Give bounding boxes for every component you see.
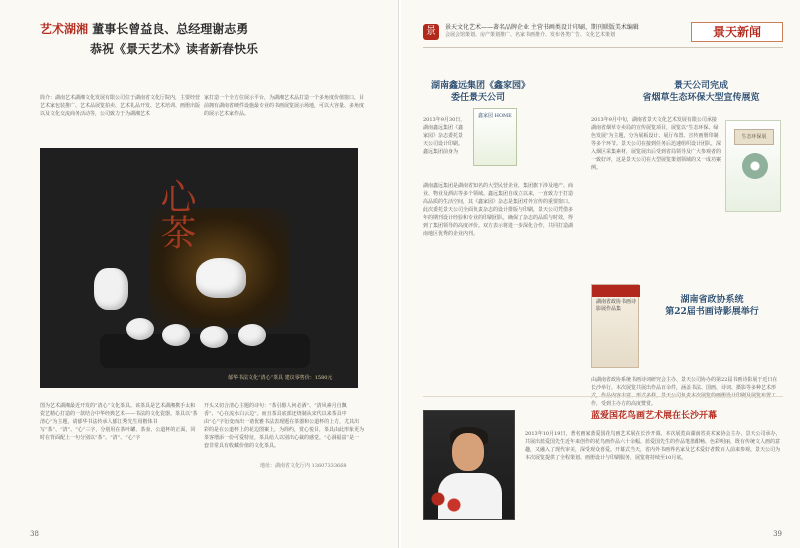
story1-text-top: 2013年9月30日，湖南鑫远集团《鑫家园》杂志委托景天公司设计印刷。鑫远集团前身为 [423, 117, 466, 155]
contact-info: 地址：湖南省文化厅内 13607333668 [260, 463, 347, 469]
magazine-cover [473, 108, 517, 166]
magazine-title: 鑫家园 HOME [478, 113, 512, 119]
story1-title-line1: 湖南鑫远集团《鑫家园》 [431, 81, 531, 91]
story4-title-text: 蓝爱国花鸟画艺术展在长沙开幕 [590, 411, 717, 421]
tea-pitcher [94, 268, 128, 310]
story4-text: 2013年10月19日，著名画家蓝爱国花鸟画艺术展在长沙开幕。本次展览由湖南省美术家协会主办，景天公司承办，共展出蓝爱国先生近年来创作的花鸟画作品六十余幅。蓝爱国先生的作品笔墨酣畅、色彩明丽，既有传统文人画的意趣，又融入了现代审美，深受观众喜爱。开幕式当天，省内外书画界名家及艺术爱好者数百人前来参观。景天公司为本次展览提供了全程策划、画册设计与印刷服务，展览将持续至10月底。 [525, 431, 781, 461]
story3-text: 由湖南省政协系统书画诗词研究会主办、景天公司协办的第22届书画诗影展于近日在长沙举行。本次展览共展出作品百余件，涵盖书法、国画、诗词、摄影等多种艺术形 作，受到主办方的高度赞赏。 [591, 377, 778, 407]
body-column-2: 开头又切合清心主题的诗句：“茶引醇人何必酒”、“清风素月自飘香”、“心在流水白云边”。而且茶具底部还烧制从宋代以来茶具中由“心”字衍变而出一诸优雅书法表现题在茶器和公道杯的上方，尤其出彩的是在公道杯上的花边图案上，为简约，赏心悦目，茶具由此形象更为茶客增添一份可爱特征，茶具给人以别出心裁的感觉。“心洞福富”是一套非常具有收藏价值的文化茶具。 [204, 403, 365, 449]
story1-title [431, 80, 530, 104]
story-lan-aiguo [423, 410, 783, 520]
brochure-disc [742, 153, 768, 179]
brand-name: 艺术湖湘 [40, 22, 89, 36]
teapot [196, 258, 246, 298]
body-column-1: 图为艺术湖湘最近开发的“清心”文化茶具。该茶具是艺术湖湘携手太和瓷艺精心打造的一款结合中华经典艺术——书法的文化瓷器。茶具以“茶清心”为主题，请郁华书法传承人郁江秀先生用楷体书写“茶”、“清”、“心”三字，分别用在茶叶罐、茶壶、公道杯的正面，同时在背面配上一句分别以“茶”、“清”、“心”字 [40, 403, 198, 441]
tea-cup [200, 326, 228, 348]
intro-column-1: 简介：湖南艺术湖湘文化发展有限公司位于湖南省文化厅院内，主要经营艺术家包装推广、艺术品展览拍卖、艺术礼品开发、艺术培训、画册出版以及文化交流商务活动等，公司致力于为湖湘艺术 [40, 95, 201, 117]
tea-cup [238, 324, 266, 346]
section-header [423, 22, 783, 48]
section-divider [423, 396, 783, 397]
story-tobacco-exhibition [591, 72, 781, 272]
photo-caption: 郁华书法文化“清心”茶具 建议零售价：1580元 [228, 375, 333, 381]
calligraphy-art: 心茶 [155, 178, 196, 250]
story2-title [623, 80, 779, 104]
story2-title-line2: 省烟草生态环保大型宣传展览 [642, 93, 760, 103]
headline-line1-rest: 董事长曾益良、总经理谢志勇 [92, 22, 249, 36]
story3-title-line2: 第22届书画诗影展举行 [665, 307, 759, 317]
tea-set-photo [40, 148, 358, 388]
story1-text-body: 湖南鑫远集团是湖南省知名的大型民营企业，集团旗下涉及地产、商业、物业及酒店等多个领域。鑫远集团自成立以来，一直致力于打造高品质的生活空间，其《鑫家园》杂志是集团对外宣传的重要窗口。此次委托景天公司全面负责杂志的设计排版与印刷，景天公司凭借多年的期刊设计经验和专业的印刷团队，确保了杂志的品质与时效，得到了集团领导的高度评价。双方表示将进一步深化合作，共同打造湖南地区优秀的企业内刊。 [423, 183, 574, 237]
tea-cup [162, 324, 190, 346]
artist-portrait [423, 410, 515, 520]
story4-title [525, 410, 783, 422]
portrait-face [452, 433, 484, 471]
catalog-text: 湖南省政协书画诗影展作品集 [596, 299, 637, 312]
exhibition-catalog-image [591, 284, 639, 368]
intro-column-2: 家打造一个全方位展示平台，为湖湘艺术品打造一个多角度价值窗口，目前拥有湖南省硬件设施最专业的书画展览展示场地，可以大容量、多角度的展示艺术家作品。 [204, 95, 365, 117]
right-page [401, 0, 800, 548]
story3-title-line1: 湖南省政协系统 [680, 295, 744, 305]
headline-line2: 恭祝《景天艺术》读者新春快乐 [90, 42, 259, 56]
brochure-cover-label: 生态环保展 [734, 129, 774, 145]
portrait-flowers [428, 489, 468, 517]
story3-title [645, 294, 779, 318]
company-logo-icon: 景 [423, 24, 439, 40]
page-number-left: 38 [30, 530, 39, 538]
catalog-band [592, 285, 640, 297]
page-number-right: 39 [773, 530, 782, 538]
tea-cup [126, 318, 154, 340]
story2-title-line1: 景天公司完成 [673, 81, 728, 91]
left-page [0, 0, 399, 548]
story1-title-line2: 委任景天公司 [451, 93, 506, 103]
news-section-title: 景天新闻 [691, 22, 783, 42]
story2-text: 2013年9月中旬，湖南省景天文化艺术发展有限公司承接湖南省烟草专卖局的宣传展览项目，展览以“生态环保、绿色发展”为主题，分为展板设计、展厅布置、宣传画册印制等多个环节。景天公司在接到任务后迅速组织设计团队，深入烟区采集素材，展览展出后受到省局领导及广大参观者的一致好评，这是景天公司在大型展览策划领域的又一成功案例。 [591, 117, 722, 171]
exhibition-brochure-image [725, 120, 781, 212]
headline-line1 [40, 20, 370, 37]
header-line1: 景天文化艺术——著名品牌企业 主营书画类设计印刷、期刊联版美术编辑 [445, 24, 639, 31]
header-line2: 会展会馆策划、房产策划推广、名家书画推介、发布各类广告、文化艺术策划 [445, 32, 616, 38]
